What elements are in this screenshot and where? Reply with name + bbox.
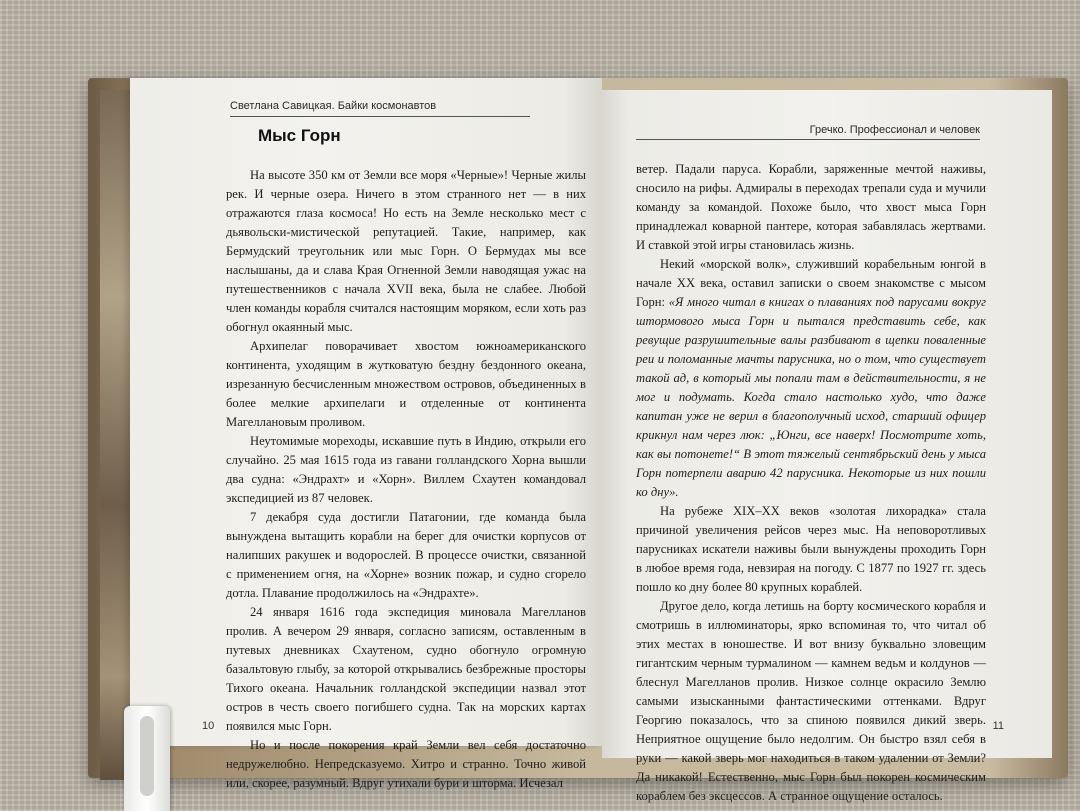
running-head-rule-left (230, 116, 530, 117)
running-head-right: Гречко. Профессионал и человек (809, 124, 980, 136)
paragraph: ветер. Падали паруса. Корабли, заряженные мечтой наживы, сносило на рифы. Адмиралы в переходах трепали суда и мучили команду за командой. Похоже было, что хвост мыса Горн принадлежал коварной пантере, которая забавлялась жертвами. И ставкой этой игры становилась жизнь. (636, 162, 986, 252)
page-number-right: 11 (992, 720, 1004, 732)
right-page (602, 90, 1052, 803)
paragraph: Архипелаг поворачивает хвостом южноамериканского континента, уходящим в жутковатую бездну бездонного океана, изрезанную бесчисленным множеством островов, объединенных в более мелкие архипелаги и отделенные от континента Магеллановым проливом. (226, 339, 586, 429)
paragraph-lead: Некий «морской волк», служивший корабельным юнгой в начале XX века, оставил записки о своем знакомстве с мысом Горн: (636, 257, 986, 309)
right-page-body (636, 160, 986, 806)
chapter-title: Мыс Горн (258, 126, 341, 145)
paragraph: 24 января 1616 года экспедиция миновала Магелланов пролив. А вечером 29 января, согласно записям, оставленным в путевых дневниках Схаутеном, судно обогнуло огромную базальтовую глыбу, за которой открывались безбрежные просторы Тихого океана. Начальник голландской экспедиции назвал этот остров в честь своего погибшего судна. Так на морских картах появился мыс Горн. (226, 605, 586, 733)
left-page (130, 78, 602, 790)
paragraph (636, 255, 986, 502)
running-head-left: Светлана Савицкая. Байки космонавтов (230, 100, 437, 112)
paragraph: На рубеже XIX–XX веков «золотая лихорадка» стала причиной увеличения рейсов через мыс. На неповоротливых парусниках искатели наживы были вынуждены проходить Горн в любое время года, невзирая на погоду. С 1877 по 1927 гг. здесь пошло ко дну более 80 крупных кораблей. (636, 504, 986, 594)
paragraph: Неутомимые мореходы, искавшие путь в Индию, открыли его случайно. 25 мая 1615 года из гавани голландского Хорна вышли два судна: «Эндрахт» и «Хорн». Виллем Схаутен командовал экспедицией из 87 человек. (226, 434, 586, 505)
paragraph: Но и после покорения край Земли вел себя достаточно недружелюбно. Непредсказуемо. Хитро и странно. Точно живой или, скорее, разумный. Вдруг утихали бури и шторма. Исчезал (226, 738, 586, 790)
page-clip (124, 706, 170, 811)
page-number-left: 10 (202, 720, 215, 732)
running-head-rule-right (636, 139, 980, 140)
paragraph: Другое дело, когда летишь на борту космического корабля и смотришь в иллюминаторы, ярко вспоминая то, что читал об этих местах в юношестве. И вот внизу буквально зловещим гигантским черным турмалином — камнем ведьм и колдунов — блеснул Магелланов пролив. Низкое солнце окрасило Землю самыми изысканными фантастическими оттенками. Вдруг Георгию показалось, что за спиною появился дикий зверь. Неприятное ощущение было недолгим. Он быстро взял себя в руки — какой зверь мог находиться в таком удалении от Земли? Да никакой! Естественно, мыс Горн был покорен космическим кораблем без эксцессов. А странное ощущение осталось. (636, 599, 986, 803)
paragraph: На высоте 350 км от Земли все моря «Черные»! Черные жилы рек. И черные озера. Ничего в этом странного нет — в них отражаются глаза космоса! Но есть на Земле несколько мест с дьявольски-мистической репутацией. Такие, например, как Бермудский треугольник или мыс Горн. О Бермудах мы все наслышаны, да и слава Края Огненной Земли наводящая ужас на путешественников с начала XVII века, была не слабее. Любой член команды корабля считался настоящим моряком, если хоть раз обогнул окаянный мыс. (226, 168, 586, 334)
left-page-body (226, 166, 586, 793)
page-clip-slot (140, 716, 154, 796)
paragraph: 7 декабря суда достигли Патагонии, где команда была вынуждена вытащить корабли на берег для очистки корпусов от налипших ракушек и водорослей. В процессе очистки, связанной с применением огня, на «Хорне» возник пожар, и судно сгорело дотла. Плавание продолжилось на «Эндрахте». (226, 510, 586, 600)
sailor-quote: «Я много читал в книгах о плаваниях под парусами вокруг штормового мыса Горн и пытался представить себе, как ревущие разрушительные валы разбивают в щепки поваленные реи и поломанные мачты парусника, но о том, что существует такой ад, в который мы попали там в действительности, я не мог и подумать. Когда стало настолько худо, что даже капитан уже не верил в благополучный исход, старший офицер крикнул нам через люк: „Юнги, все наверх! Посмотрите хоть, как вы потонете!“ В этот тяжелый сентябрьский день у мыса Горн потерпели аварию 42 парусника. Некоторые из них пошли ко дну». (636, 295, 986, 499)
